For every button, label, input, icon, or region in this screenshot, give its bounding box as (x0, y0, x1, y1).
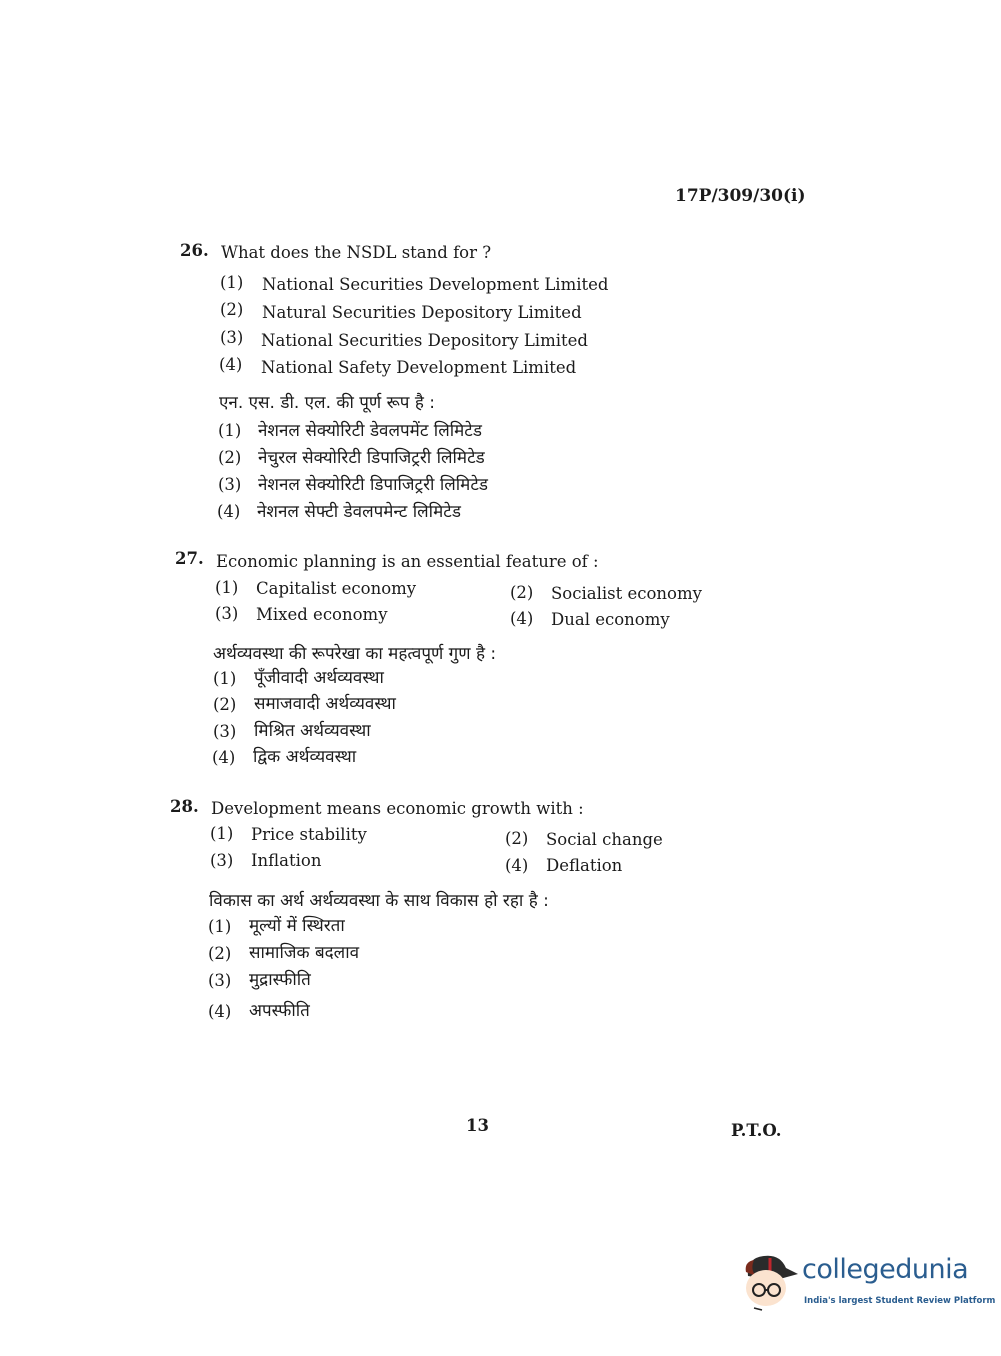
brand-tagline: India's largest Student Review Platform (804, 1296, 996, 1306)
hindi-option-text: नेशनल सेक्योरिटी डेवलपमेंट लिमिटेड (258, 421, 482, 441)
option-number: (4) (212, 748, 236, 767)
option-number: (2) (208, 944, 232, 963)
option-text: Natural Securities Depository Limited (262, 303, 582, 322)
option-number: (1) (213, 669, 237, 688)
hindi-question-text: एन. एस. डी. एल. की पूर्ण रूप है : (219, 393, 436, 413)
option-number: (4) (510, 609, 534, 628)
option-number: (3) (208, 971, 232, 990)
option-text: National Securities Development Limited (262, 275, 609, 294)
hindi-option-text: नेशनल सेफ्टी डेवलपमेन्ट लिमिटेड (257, 502, 461, 522)
option-number: (3) (210, 851, 234, 870)
option-number: (3) (213, 722, 237, 741)
option-text: National Securities Depository Limited (261, 331, 588, 350)
hindi-question-text: विकास का अर्थ अर्थव्यवस्था के साथ विकास हो रहा है : (209, 891, 549, 911)
question-text: Development means economic growth with : (211, 799, 584, 818)
option-text: Dual economy (551, 610, 670, 629)
hindi-option-text: द्विक अर्थव्यवस्था (253, 747, 357, 767)
option-number: (4) (505, 856, 529, 875)
option-text: Inflation (251, 851, 322, 870)
hindi-option-text: नेशनल सेक्योरिटी डिपाजिट्ररी लिमिटेड (258, 475, 489, 495)
hindi-option-text: नेचुरल सेक्योरिटी डिपाजिट्ररी लिमिटेड (258, 448, 485, 468)
hindi-option-text: पूँजीवादी अर्थव्यवस्था (254, 668, 384, 688)
option-number: (4) (208, 1002, 232, 1021)
hindi-option-text: सामाजिक बदलाव (249, 943, 360, 963)
collegedunia-logo (740, 1250, 996, 1320)
question-number: 26. (180, 241, 209, 260)
option-text: Social change (546, 830, 663, 849)
option-number: (4) (219, 355, 243, 374)
option-number: (3) (218, 475, 242, 494)
option-text: National Safety Development Limited (261, 358, 577, 377)
option-number: (2) (213, 695, 237, 714)
hindi-question-text: अर्थव्यवस्था की रूपरेखा का महत्वपूर्ण गुण है : (213, 644, 497, 664)
option-text: Price stability (251, 825, 367, 844)
option-number: (1) (208, 917, 232, 936)
option-number: (1) (210, 824, 234, 843)
option-number: (2) (218, 448, 242, 467)
hindi-option-text: समाजवादी अर्थव्यवस्था (254, 694, 396, 714)
brand-name: collegedunia (802, 1254, 969, 1285)
option-number: (1) (220, 273, 244, 292)
hindi-option-text: मूल्यों में स्थिरता (249, 916, 345, 936)
hindi-option-text: मुद्रास्फीति (249, 970, 311, 990)
question-number: 27. (175, 549, 204, 568)
mascot-icon (740, 1250, 800, 1312)
option-number: (3) (215, 604, 239, 623)
pto-label: P.T.O. (731, 1121, 782, 1140)
option-number: (2) (510, 583, 534, 602)
question-text: Economic planning is an essential feature of : (216, 552, 599, 571)
hindi-option-text: मिश्रित अर्थव्यवस्था (254, 721, 371, 741)
option-number: (2) (220, 300, 244, 319)
page-number: 13 (466, 1116, 489, 1135)
question-text: What does the NSDL stand for ? (221, 243, 492, 262)
question-number: 28. (170, 797, 199, 816)
option-text: Deflation (546, 856, 623, 875)
option-number: (2) (505, 829, 529, 848)
paper-code: 17P/309/30(i) (675, 186, 806, 206)
option-text: Mixed economy (256, 605, 388, 624)
option-text: Capitalist economy (256, 579, 417, 598)
hindi-option-text: अपस्फीति (249, 1001, 310, 1021)
option-number: (1) (218, 421, 242, 440)
option-number: (4) (217, 502, 241, 521)
option-text: Socialist economy (551, 584, 702, 603)
option-number: (3) (220, 328, 244, 347)
option-number: (1) (215, 578, 239, 597)
